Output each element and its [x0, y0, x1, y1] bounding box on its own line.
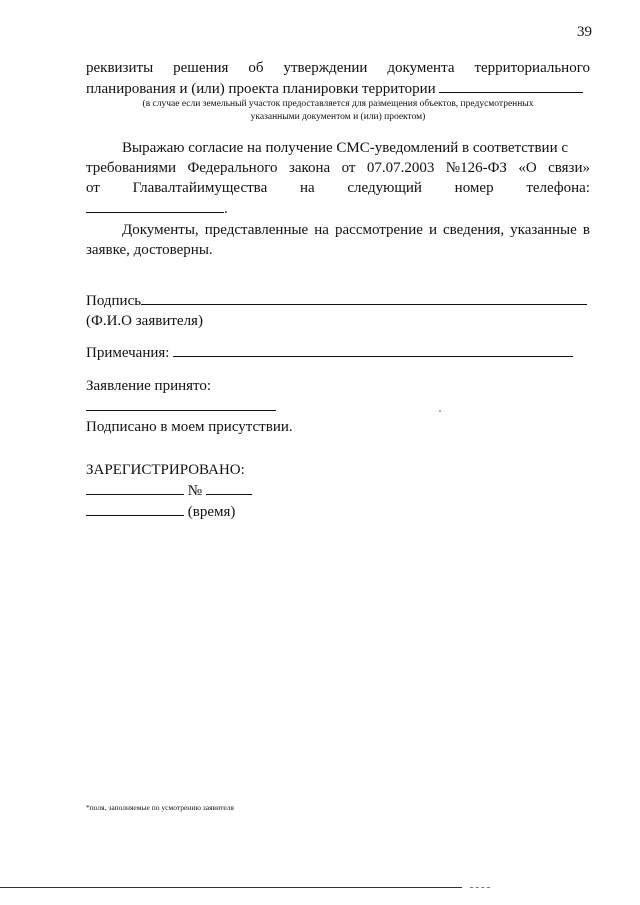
- consent-word: №126-ФЗ: [445, 160, 507, 176]
- requisites-word: решения: [173, 60, 229, 76]
- registered-label: ЗАРЕГИСТРИРОВАНО:: [86, 462, 245, 478]
- consent-word: требованиями: [86, 160, 177, 176]
- consent-word: связи»: [548, 160, 590, 176]
- documents-line-2: заявке, достоверны.: [86, 242, 213, 258]
- notes-block: [86, 342, 590, 363]
- documents-block: [86, 220, 590, 260]
- accepted-blank[interactable]: [86, 396, 276, 411]
- requisites-text: планирования и (или) проекта планировки территории: [86, 81, 436, 97]
- consent-word: следующий: [347, 180, 422, 196]
- documents-line-1: [86, 220, 590, 240]
- documents-word: сведения,: [443, 222, 505, 238]
- requisites-block: [86, 58, 590, 99]
- consent-word: 07.07.2003: [366, 160, 435, 176]
- consent-word: от: [86, 180, 100, 196]
- signed-text: Подписано в моем присутствии.: [86, 419, 293, 435]
- registered-number-line: [86, 480, 590, 501]
- registration-number-blank[interactable]: [206, 480, 252, 495]
- consent-word: закона: [288, 160, 331, 176]
- documents-word: представленные: [204, 222, 309, 238]
- number-sign: №: [187, 483, 203, 499]
- requisites-word: реквизиты: [86, 60, 154, 76]
- requisites-word: об: [248, 60, 264, 76]
- requisites-note-line-1: (в случае если земельный участок предоставляется для размещения объектов, предусмотренных: [142, 99, 534, 109]
- registration-time-blank[interactable]: [86, 501, 184, 516]
- documents-word: в: [582, 222, 590, 238]
- documents-word: Документы,: [122, 222, 199, 238]
- documents-word: и: [428, 222, 437, 238]
- requisites-line-1: [86, 58, 590, 78]
- requisites-note: [86, 98, 590, 124]
- phone-number-blank[interactable]: [86, 198, 224, 213]
- requisites-note-line-2: указанными документом и (или) проектом): [250, 112, 426, 122]
- accepted-blank-line: [86, 396, 590, 417]
- consent-word: номер: [454, 180, 494, 196]
- time-label: (время): [187, 504, 236, 520]
- signature-blank[interactable]: [141, 290, 587, 305]
- consent-line-1: Выражаю согласие на получение СМС-уведомлений в соответствии с: [122, 140, 569, 156]
- signature-block: [86, 290, 590, 331]
- notes-blank[interactable]: [173, 342, 573, 357]
- consent-period: .: [224, 201, 228, 217]
- consent-line-3: [86, 178, 590, 198]
- notes-line: [86, 342, 590, 363]
- signature-line: [86, 290, 590, 311]
- fio-label: (Ф.И.О заявителя): [86, 313, 203, 329]
- accepted-label: Заявление принято:: [86, 378, 212, 394]
- scan-speck: [439, 410, 441, 412]
- consent-block: [86, 138, 590, 219]
- footnote: *поля, заполняемые по усмотрению заявителя: [86, 803, 234, 812]
- requisites-word: документа: [387, 60, 455, 76]
- notes-label: Примечания:: [86, 345, 170, 361]
- consent-word: Федерального: [187, 160, 278, 176]
- accepted-block: [86, 376, 590, 437]
- bottom-rule-right: [470, 887, 490, 888]
- consent-word: «О: [518, 160, 537, 176]
- registered-block: [86, 460, 590, 522]
- requisites-word: утверждении: [283, 60, 368, 76]
- consent-word: телефона:: [526, 180, 590, 196]
- documents-word: рассмотрение: [335, 222, 423, 238]
- documents-word: указанные: [510, 222, 577, 238]
- consent-line-2: [86, 158, 590, 178]
- documents-word: на: [314, 222, 329, 238]
- consent-word: Главалтайимущества: [132, 180, 268, 196]
- registered-time-line: [86, 501, 590, 522]
- requisites-blank[interactable]: [439, 78, 583, 93]
- registration-date-blank[interactable]: [86, 480, 184, 495]
- page-number: 39: [577, 24, 592, 40]
- signature-label: Подпись: [86, 293, 142, 309]
- requisites-line-2: [86, 78, 590, 99]
- consent-line-4: [86, 198, 590, 219]
- consent-word: на: [299, 180, 315, 196]
- bottom-rule: [0, 887, 462, 888]
- requisites-word: территориального: [474, 60, 590, 76]
- consent-word: от: [341, 160, 356, 176]
